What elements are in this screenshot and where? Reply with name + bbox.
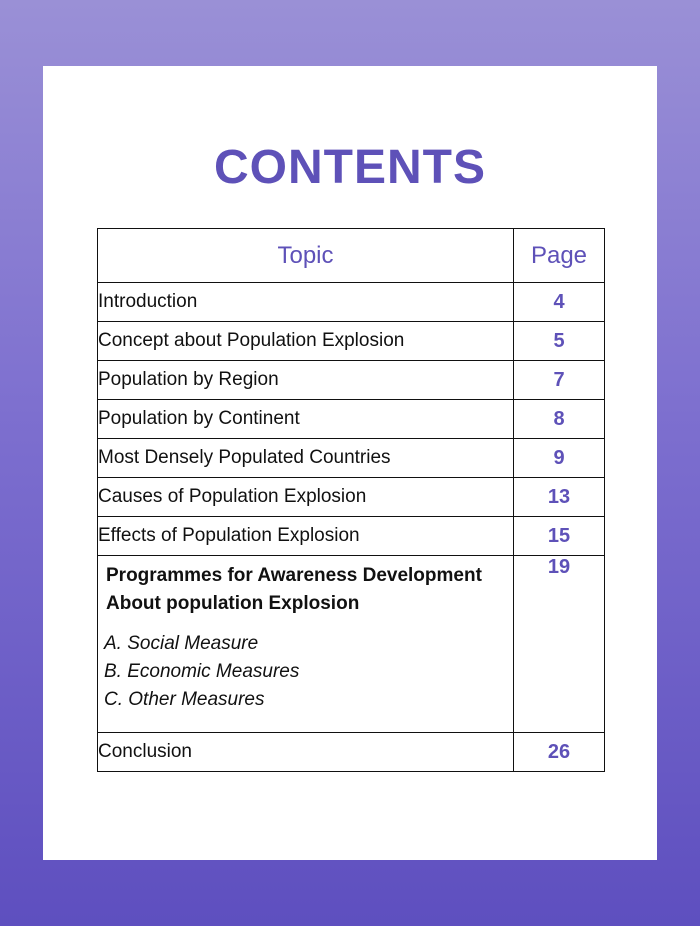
topic-cell: Conclusion	[98, 733, 514, 772]
table-row	[98, 400, 605, 439]
measure-item: B. Economic Measures	[104, 661, 300, 682]
page-cell: 19	[514, 556, 605, 733]
table-row	[98, 517, 605, 556]
page-cell: 9	[514, 439, 605, 478]
programmes-title-line1: Programmes for Awareness Development	[106, 565, 482, 586]
table-row	[98, 361, 605, 400]
table-row	[98, 322, 605, 361]
topic-cell: Population by Region	[98, 361, 514, 400]
topic-cell: Causes of Population Explosion	[98, 478, 514, 517]
topic-cell: Population by Continent	[98, 400, 514, 439]
page-cell: 8	[514, 400, 605, 439]
programmes-title	[98, 556, 513, 618]
table-row-conclusion	[98, 733, 605, 772]
page-cell: 4	[514, 283, 605, 322]
page-title: CONTENTS	[214, 141, 486, 194]
contents-table	[97, 228, 605, 772]
topic-cell: Introduction	[98, 283, 514, 322]
page-cell: 13	[514, 478, 605, 517]
measure-item: C. Other Measures	[104, 689, 265, 710]
measure-item: A. Social Measure	[104, 633, 259, 654]
programmes-title-line2: About population Explosion	[106, 593, 360, 614]
programmes-topic-cell	[98, 556, 514, 733]
topic-cell: Effects of Population Explosion	[98, 517, 514, 556]
page-cell: 15	[514, 517, 605, 556]
table-row-programmes	[98, 556, 605, 733]
page-cell: 7	[514, 361, 605, 400]
header-page: Page	[514, 229, 605, 283]
page-cell: 5	[514, 322, 605, 361]
table-header-row	[98, 229, 605, 283]
table-row	[98, 439, 605, 478]
table-row	[98, 478, 605, 517]
measures-list	[98, 630, 513, 714]
header-topic: Topic	[98, 229, 514, 283]
topic-cell: Concept about Population Explosion	[98, 322, 514, 361]
topic-cell: Most Densely Populated Countries	[98, 439, 514, 478]
table-row	[98, 283, 605, 322]
page-cell: 26	[514, 733, 605, 772]
